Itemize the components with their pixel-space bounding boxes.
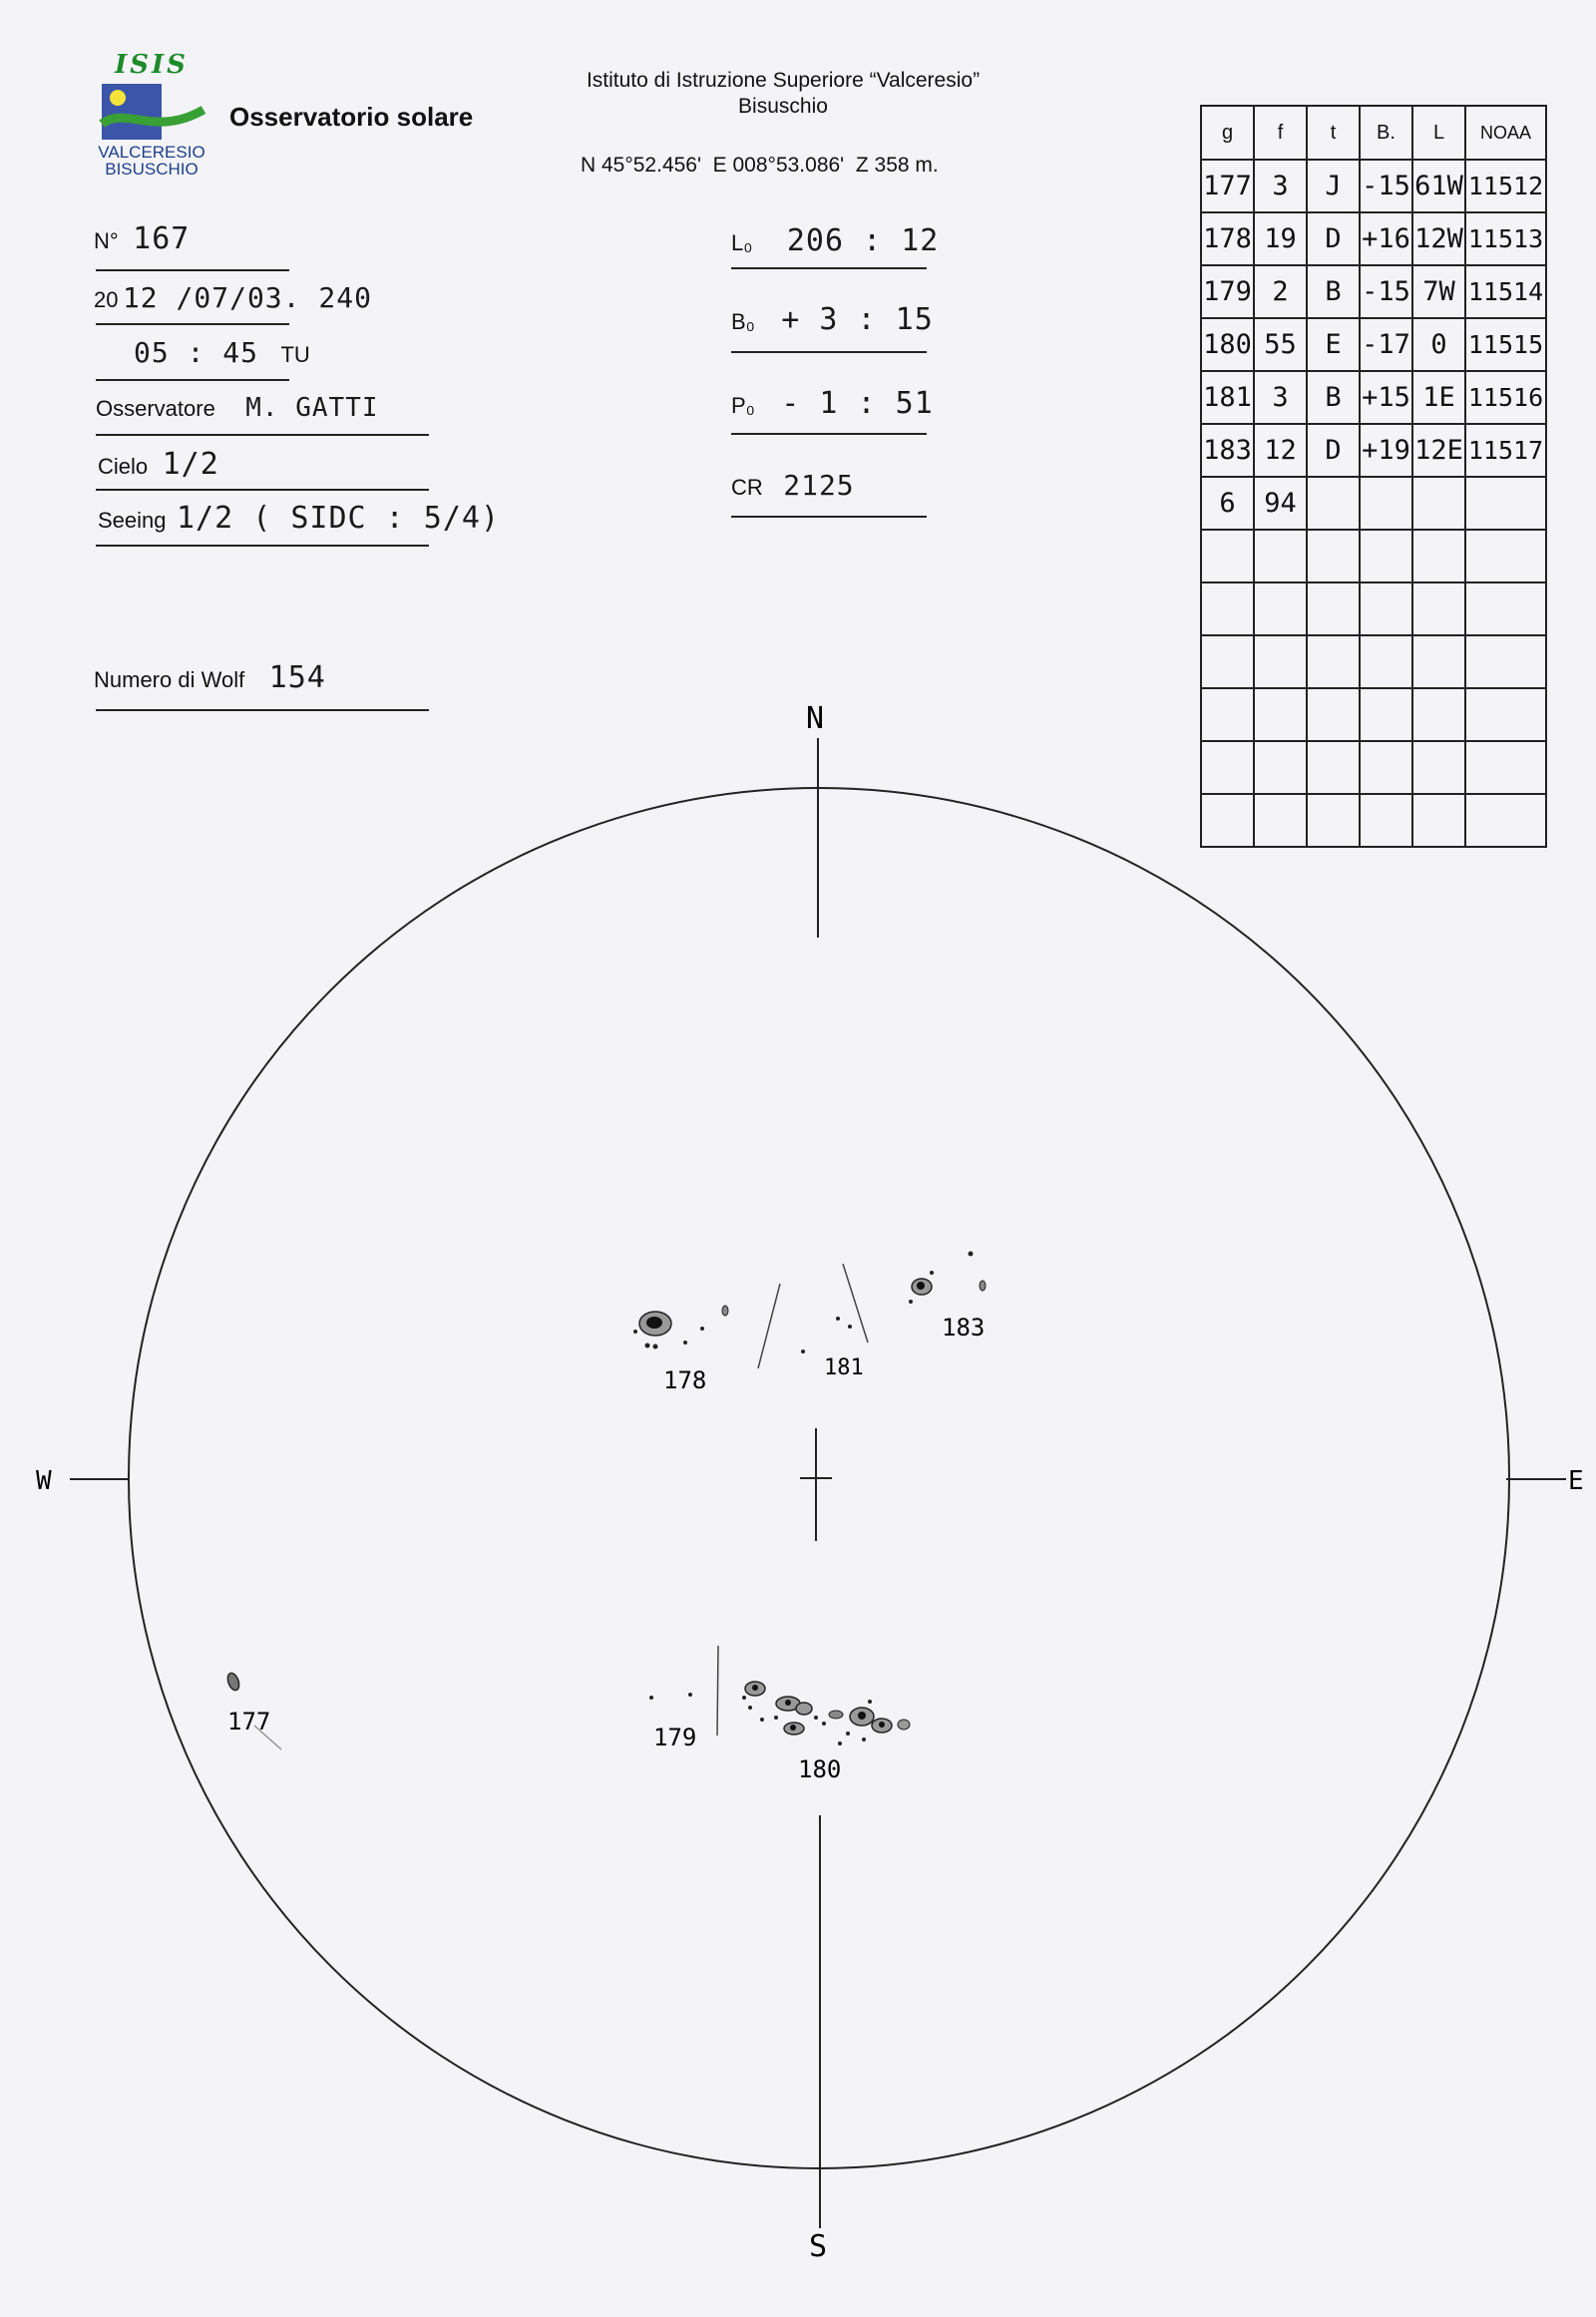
record-number-label: N° [94, 228, 119, 253]
table-cell-group: 178 [1201, 212, 1254, 265]
sunspot [969, 1252, 974, 1257]
west-label: W [36, 1466, 52, 1496]
sunspot [930, 1271, 934, 1275]
observatory-title: Osservatorio solare [229, 102, 474, 132]
table-row [1201, 477, 1546, 530]
wolf-value: 154 [268, 660, 326, 695]
table-cell-noaa [1465, 530, 1546, 582]
table-header-row [1201, 106, 1546, 160]
logo-emblem-icon [96, 80, 207, 144]
p0-label: P₀ [731, 393, 755, 418]
institute-line-1: Istituto di Istruzione Superiore “Valceresio” [586, 69, 981, 92]
logo [96, 50, 207, 186]
table-cell-longitude [1412, 635, 1465, 688]
table-cell-type [1307, 477, 1360, 530]
table-cell-longitude: 1E [1412, 371, 1465, 424]
sunspot [814, 1716, 818, 1720]
sunspot [846, 1732, 850, 1736]
table-cell-latitude [1360, 582, 1412, 635]
record-number [94, 221, 190, 256]
b0-field [731, 302, 934, 337]
sunspot [862, 1738, 866, 1741]
table-cell-group: 6 [1201, 477, 1254, 530]
table-cell-type [1307, 530, 1360, 582]
table-row [1201, 582, 1546, 635]
table-header-spots: f [1254, 106, 1307, 160]
table-header-latitude: B. [1360, 106, 1412, 160]
sunspot [649, 1696, 653, 1700]
table-cell-type: J [1307, 160, 1360, 212]
logo-subtitle-2: BISUSCHIO [105, 160, 199, 179]
table-cell-spots: 94 [1254, 477, 1307, 530]
institute-name [519, 68, 1047, 120]
boundary-stroke [758, 1284, 780, 1368]
sunspot-umbra [785, 1700, 791, 1706]
sunspot-group-183 [909, 1252, 986, 1343]
logo-subtitle-1: VALCERESIO [98, 143, 205, 162]
table-cell-spots [1254, 582, 1307, 635]
divider [96, 379, 289, 381]
table-cell-noaa: 11517 [1465, 424, 1546, 477]
record-time [134, 336, 310, 369]
boundary-stroke [717, 1646, 718, 1736]
sunspot-umbra [646, 1317, 662, 1329]
table-cell-latitude: -15 [1360, 265, 1412, 318]
l0-field [731, 223, 939, 258]
sunspot-group-179 [649, 1646, 718, 1751]
table-row [1201, 318, 1546, 371]
record-date [94, 281, 372, 314]
time-value: 05 : 45 [134, 336, 259, 369]
table-cell-spots: 3 [1254, 371, 1307, 424]
sunspot [980, 1281, 986, 1291]
table-cell-group: 180 [1201, 318, 1254, 371]
divider [96, 323, 289, 325]
group-label-181: 181 [824, 1355, 864, 1380]
sunspot-umbra [752, 1685, 758, 1691]
sunspot [688, 1693, 692, 1697]
p0-value: - 1 : 51 [781, 386, 934, 421]
sunspot [829, 1711, 843, 1719]
table-cell-group: 183 [1201, 424, 1254, 477]
observer-label: Osservatore [96, 396, 215, 421]
table-cell-noaa [1465, 477, 1546, 530]
table-cell-group [1201, 582, 1254, 635]
record-number-value: 167 [133, 221, 191, 256]
observer-value: M. GATTI [245, 393, 379, 423]
sky-field [98, 447, 219, 482]
sunspot [848, 1325, 852, 1329]
wolf-label: Numero di Wolf [94, 667, 245, 692]
table-cell-noaa: 11514 [1465, 265, 1546, 318]
table-cell-longitude: 61W [1412, 160, 1465, 212]
table-row [1201, 371, 1546, 424]
sunspot [836, 1317, 840, 1321]
divider [96, 269, 289, 271]
table-cell-longitude [1412, 477, 1465, 530]
table-header-type: t [1307, 106, 1360, 160]
sunspot-group-178 [633, 1306, 728, 1394]
table-cell-spots: 2 [1254, 265, 1307, 318]
table-cell-longitude: 12E [1412, 424, 1465, 477]
table-cell-longitude: 12W [1412, 212, 1465, 265]
group-label-180: 180 [798, 1755, 842, 1783]
l0-value: 206 : 12 [786, 223, 940, 258]
cr-value: 2125 [783, 469, 855, 502]
sunspot [742, 1696, 746, 1700]
p0-field [731, 386, 934, 421]
table-cell-type: B [1307, 371, 1360, 424]
table-row [1201, 530, 1546, 582]
table-cell-spots: 3 [1254, 160, 1307, 212]
sunspot-group-180 [742, 1682, 910, 1783]
table-cell-noaa [1465, 635, 1546, 688]
table-cell-type: D [1307, 212, 1360, 265]
sunspot [898, 1720, 910, 1730]
seeing-field [98, 501, 500, 536]
table-row [1201, 212, 1546, 265]
table-cell-latitude: +16 [1360, 212, 1412, 265]
b0-value: + 3 : 15 [781, 302, 934, 337]
sunspot [653, 1345, 658, 1350]
sunspot-umbra [917, 1282, 925, 1290]
table-cell-spots: 12 [1254, 424, 1307, 477]
table-cell-latitude: -17 [1360, 318, 1412, 371]
date-prefix: 20 [94, 287, 119, 312]
table-row [1201, 424, 1546, 477]
table-row [1201, 635, 1546, 688]
table-cell-type [1307, 582, 1360, 635]
table-cell-longitude: 0 [1412, 318, 1465, 371]
sunspot [774, 1716, 778, 1720]
table-cell-latitude: +15 [1360, 371, 1412, 424]
cr-field [731, 469, 855, 502]
table-cell-type: E [1307, 318, 1360, 371]
table-cell-spots: 55 [1254, 318, 1307, 371]
north-label: N [806, 701, 825, 736]
table-header-longitude: L [1412, 106, 1465, 160]
table-cell-spots [1254, 530, 1307, 582]
table-cell-group [1201, 530, 1254, 582]
divider [96, 545, 429, 547]
sunspot [225, 1672, 241, 1692]
sunspot [868, 1700, 872, 1704]
table-cell-longitude [1412, 530, 1465, 582]
table-cell-group: 181 [1201, 371, 1254, 424]
sunspot [748, 1706, 752, 1710]
divider [731, 516, 927, 518]
sunspot-umbra [858, 1712, 866, 1720]
group-label-177: 177 [227, 1708, 271, 1736]
table-cell-group [1201, 635, 1254, 688]
divider [96, 434, 429, 436]
table-cell-noaa: 11515 [1465, 318, 1546, 371]
seeing-value: 1/2 ( SIDC : 5/4) [176, 501, 501, 536]
group-label-183: 183 [942, 1314, 986, 1342]
table-cell-longitude: 7W [1412, 265, 1465, 318]
site-coordinates: N 45°52.456' E 008°53.086' Z 358 m. [581, 154, 939, 177]
sunspot-group-181 [758, 1264, 868, 1380]
l0-label: L₀ [731, 230, 753, 255]
sunspot [909, 1300, 913, 1304]
sunspot-umbra [790, 1725, 796, 1731]
table-row [1201, 265, 1546, 318]
sky-value: 1/2 [162, 447, 219, 482]
table-cell-noaa: 11513 [1465, 212, 1546, 265]
divider [731, 351, 927, 353]
table-header-noaa: NOAA [1465, 106, 1546, 160]
logo-title: ISIS [115, 50, 189, 80]
table-cell-spots [1254, 635, 1307, 688]
table-cell-latitude [1360, 477, 1412, 530]
table-cell-latitude [1360, 635, 1412, 688]
divider [731, 267, 927, 269]
time-unit: TU [280, 342, 310, 367]
table-cell-group: 179 [1201, 265, 1254, 318]
group-label-179: 179 [653, 1724, 697, 1751]
seeing-label: Seeing [98, 508, 167, 533]
table-cell-latitude: -15 [1360, 160, 1412, 212]
date-value: 12 /07/03. 240 [122, 281, 372, 314]
solar-disk-drawing [0, 688, 1596, 2284]
boundary-stroke [843, 1264, 868, 1343]
group-label-178: 178 [663, 1366, 707, 1394]
sunspot [760, 1718, 764, 1722]
table-cell-latitude: +19 [1360, 424, 1412, 477]
south-label: S [809, 2229, 828, 2264]
sunspot [822, 1722, 826, 1726]
sunspot [633, 1330, 637, 1334]
sunspot [645, 1344, 650, 1349]
east-label: E [1568, 1466, 1584, 1496]
table-cell-type: D [1307, 424, 1360, 477]
table-cell-longitude [1412, 582, 1465, 635]
sunspot [838, 1741, 842, 1745]
table-header-group: g [1201, 106, 1254, 160]
table-cell-latitude [1360, 530, 1412, 582]
table-cell-type: B [1307, 265, 1360, 318]
table-cell-noaa: 11516 [1465, 371, 1546, 424]
divider [731, 433, 927, 435]
sunspot [801, 1350, 805, 1353]
table-cell-type [1307, 635, 1360, 688]
table-cell-noaa [1465, 582, 1546, 635]
table-row [1201, 160, 1546, 212]
observer-field [96, 393, 379, 423]
institute-line-2: Bisuschio [738, 95, 828, 118]
table-cell-spots: 19 [1254, 212, 1307, 265]
table-cell-noaa: 11512 [1465, 160, 1546, 212]
sky-label: Cielo [98, 454, 149, 479]
cr-label: CR [731, 475, 763, 500]
sunspot-group-177 [225, 1672, 281, 1749]
sunspot-penumbra [796, 1703, 812, 1715]
b0-label: B₀ [731, 309, 755, 334]
sunspot [700, 1327, 704, 1331]
sunspot-umbra [879, 1722, 885, 1728]
sunspot [722, 1306, 728, 1316]
divider [96, 489, 429, 491]
table-cell-group: 177 [1201, 160, 1254, 212]
sunspot [683, 1341, 687, 1345]
